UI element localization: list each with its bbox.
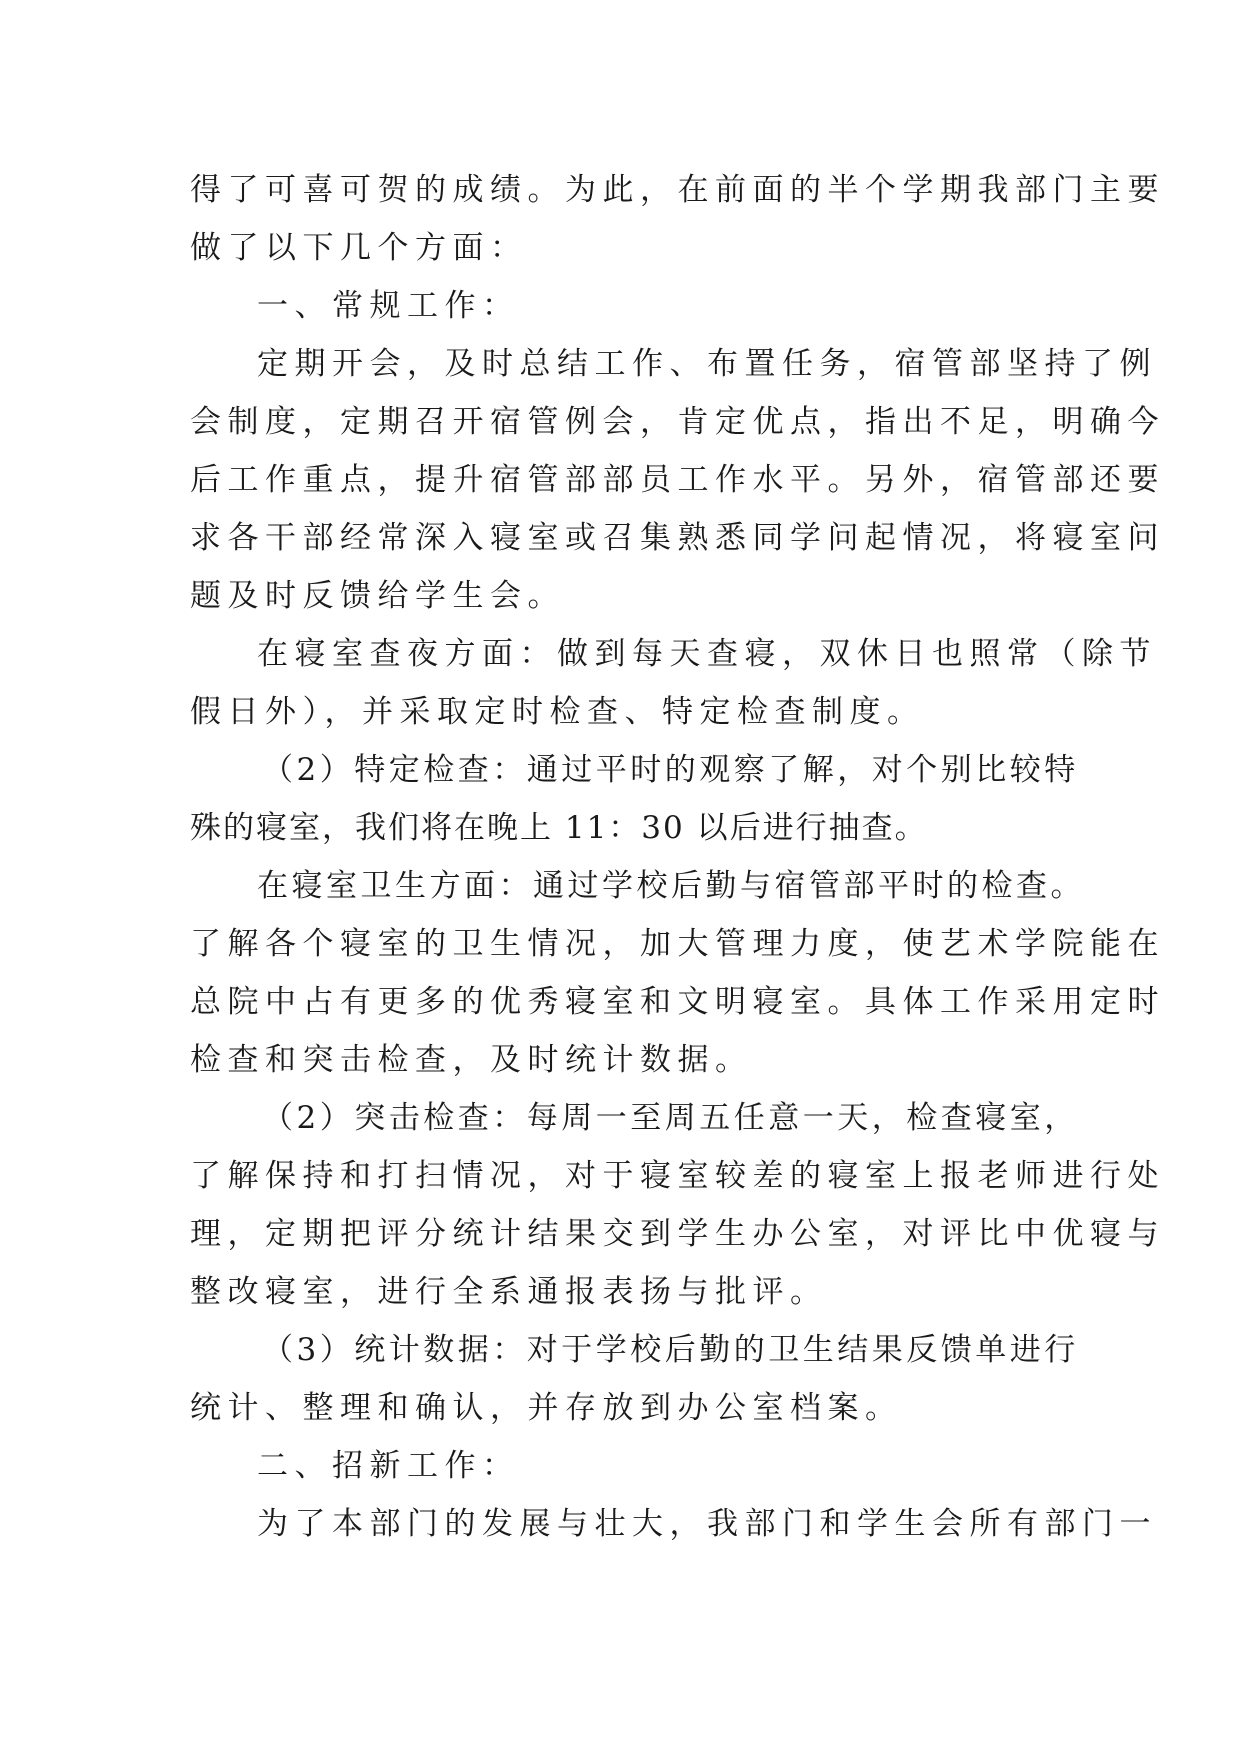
text-line: 检查和突击检查，及时统计数据。	[190, 1042, 753, 1078]
text-line: 题及时反馈给学生会。	[190, 578, 565, 614]
section-heading: 一、常规工作：	[257, 288, 520, 324]
text-line: 总院中占有更多的优秀寝室和文明寝室。具体工作采用定时	[190, 984, 1165, 1020]
text-line: 得了可喜可贺的成绩。为此，在前面的半个学期我部门主要	[190, 172, 1165, 208]
text-line: 为了本部门的发展与壮大，我部门和学生会所有部门一	[257, 1506, 1157, 1542]
text-line: （2）特定检查：通过平时的观察了解，对个别比较特	[262, 752, 1079, 788]
section-heading: 二、招新工作：	[257, 1448, 520, 1484]
text-line: 了解保持和打扫情况，对于寝室较差的寝室上报老师进行处	[190, 1158, 1165, 1194]
text-line: 理，定期把评分统计结果交到学生办公室，对评比中优寝与	[190, 1216, 1165, 1252]
text-line: 在寝室查夜方面：做到每天查寝，双休日也照常（除节	[257, 636, 1157, 672]
text-line: 做了以下几个方面：	[190, 230, 528, 266]
text-line: 后工作重点，提升宿管部部员工作水平。另外，宿管部还要	[190, 462, 1165, 498]
text-line: 了解各个寝室的卫生情况，加大管理力度，使艺术学院能在	[190, 926, 1165, 962]
text-line: 整改寝室，进行全系通报表扬与批评。	[190, 1274, 828, 1310]
text-line: 统计、整理和确认，并存放到办公室档案。	[190, 1390, 903, 1426]
text-line: 殊的寝室，我们将在晚上 11：30 以后进行抽查。	[190, 810, 928, 846]
text-line: 会制度，定期召开宿管例会，肯定优点，指出不足，明确今	[190, 404, 1165, 440]
text-line: （3）统计数据：对于学校后勤的卫生结果反馈单进行	[262, 1332, 1079, 1368]
text-line: 在寝室卫生方面：通过学校后勤与宿管部平时的检查。	[257, 868, 1085, 904]
text-line: 求各干部经常深入寝室或召集熟悉同学问起情况，将寝室问	[190, 520, 1165, 556]
text-line: 假日外），并采取定时检查、特定检查制度。	[190, 694, 925, 730]
text-line: 定期开会，及时总结工作、布置任务，宿管部坚持了例	[257, 346, 1157, 382]
text-line: （2）突击检查：每周一至周五任意一天，检查寝室，	[262, 1100, 1079, 1136]
